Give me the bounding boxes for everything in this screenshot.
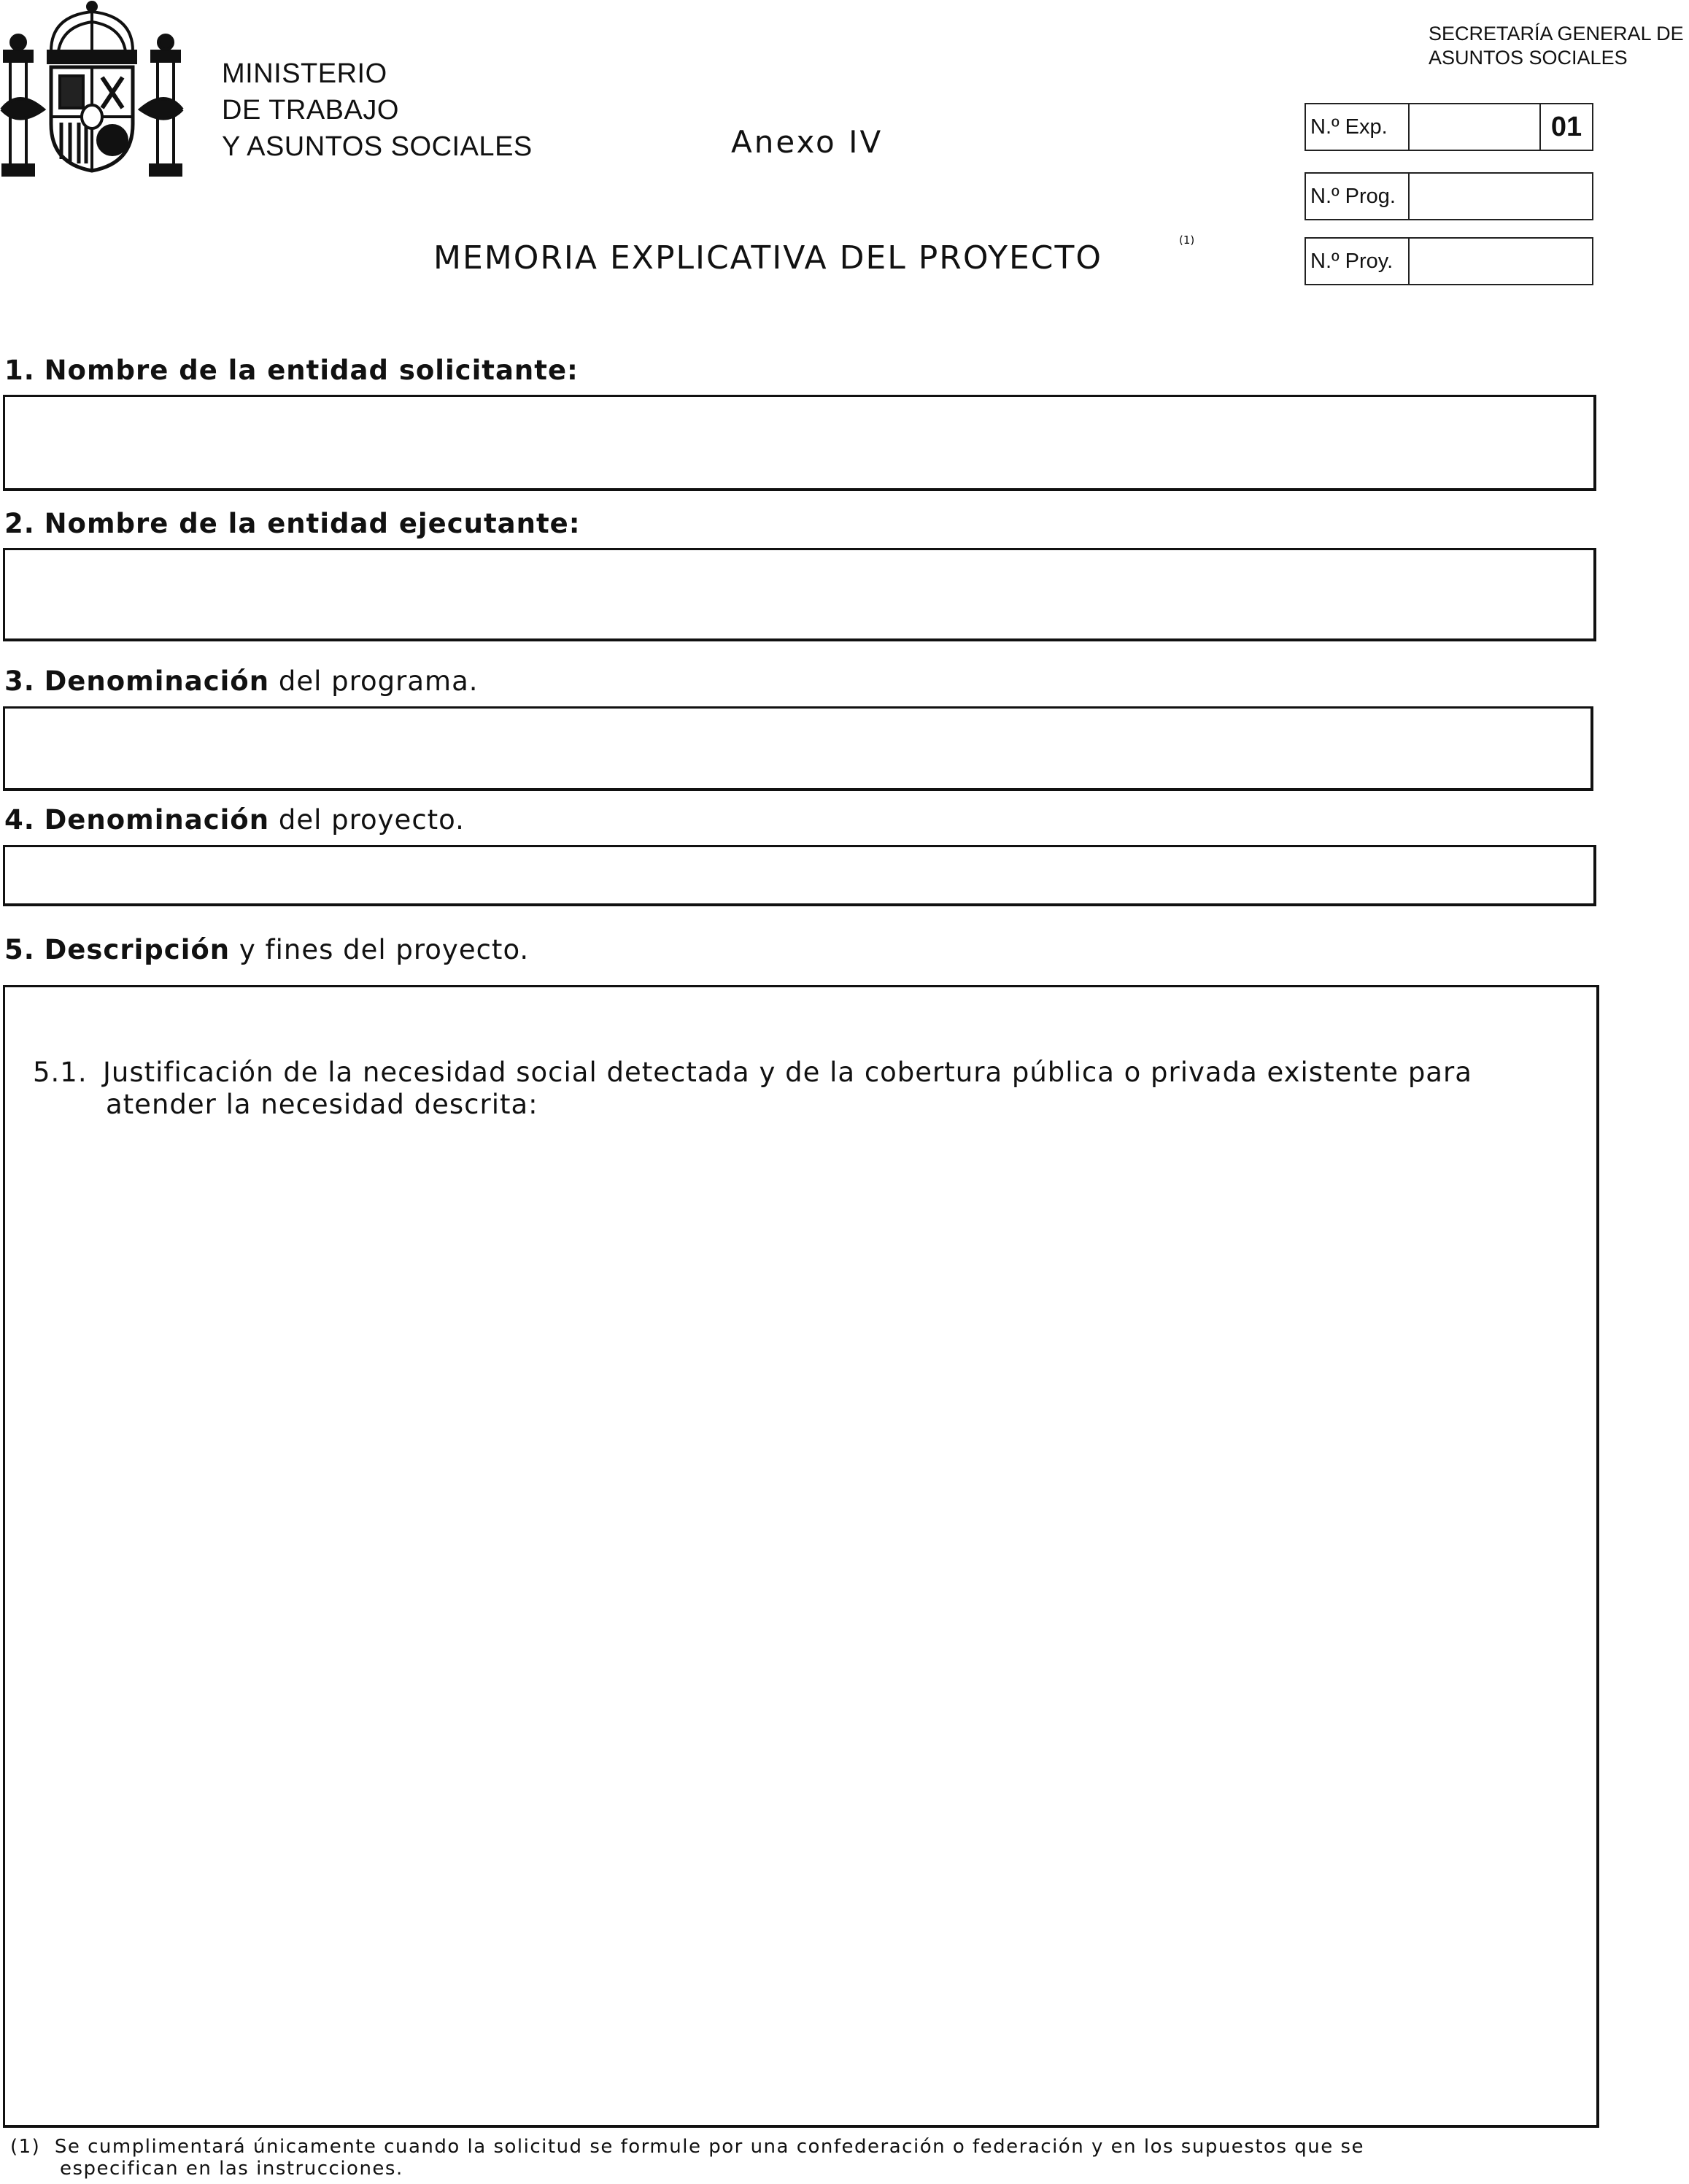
footnote-number: (1) xyxy=(10,2136,41,2158)
proyecto-field[interactable] xyxy=(3,845,1596,906)
section-3-number: 3. xyxy=(4,665,35,697)
coat-of-arms-icon xyxy=(0,0,184,179)
ref-label-proy: N.º Proy. xyxy=(1306,239,1410,284)
ministry-line: Y ASUNTOS SOCIALES xyxy=(222,131,533,162)
ref-field-proy[interactable] xyxy=(1410,239,1592,284)
ministry-name xyxy=(222,55,533,165)
title-footnote-ref: (1) xyxy=(1179,234,1195,247)
secretaria-line: ASUNTOS SOCIALES xyxy=(1429,47,1628,69)
section-4-number: 4. xyxy=(4,804,35,836)
subsection-5-1-number: 5.1. xyxy=(33,1057,88,1088)
section-2-label xyxy=(4,508,581,539)
page-title: MEMORIA EXPLICATIVA DEL PROYECTO xyxy=(433,239,1103,277)
annex-label: Anexo IV xyxy=(731,124,884,160)
ref-label-prog: N.º Prog. xyxy=(1306,174,1410,219)
section-5-label xyxy=(4,934,529,965)
section-1-title: Nombre de la entidad solicitante: xyxy=(44,355,579,386)
section-2-number: 2. xyxy=(4,508,35,539)
section-5-title: Descripción y fines del proyecto. xyxy=(44,934,530,965)
ref-field-prog[interactable] xyxy=(1410,174,1592,219)
section-1-number: 1. xyxy=(4,355,35,386)
ref-code-exp: 01 xyxy=(1539,104,1592,150)
ref-label-exp: N.º Exp. xyxy=(1306,104,1410,150)
subsection-5-1 xyxy=(33,1057,1550,1121)
ref-field-exp[interactable] xyxy=(1410,104,1592,150)
section-1-label xyxy=(4,355,579,386)
ref-row-proy xyxy=(1305,237,1593,285)
secretaria-name xyxy=(1429,22,1684,70)
descripcion-fines-field[interactable] xyxy=(3,985,1599,2128)
section-4-label xyxy=(4,804,465,836)
subsection-5-1-line2: atender la necesidad descrita: xyxy=(106,1089,538,1120)
footnote-line1: Se cumplimentará únicamente cuando la solicitud se formule por una confederación o federación y en los supuestos que se xyxy=(54,2136,1365,2158)
section-3-title: Denominación del programa. xyxy=(44,665,479,697)
ref-row-exp xyxy=(1305,103,1593,151)
section-3-label xyxy=(4,665,479,697)
section-5-number: 5. xyxy=(4,934,35,965)
ref-row-prog xyxy=(1305,172,1593,220)
footnote xyxy=(10,2136,1615,2180)
subsection-5-1-line1: Justificación de la necesidad social detectada y de la cobertura pública o privada existente para xyxy=(103,1057,1472,1088)
programa-field[interactable] xyxy=(3,706,1593,791)
entidad-solicitante-field[interactable] xyxy=(3,395,1596,491)
secretaria-line: SECRETARÍA GENERAL DE xyxy=(1429,23,1684,45)
footnote-line2: especifican en las instrucciones. xyxy=(60,2158,403,2180)
ministry-line: MINISTERIO xyxy=(222,58,387,89)
entidad-ejecutante-field[interactable] xyxy=(3,548,1596,641)
section-2-title: Nombre de la entidad ejecutante: xyxy=(44,508,581,539)
section-4-title: Denominación del proyecto. xyxy=(44,804,465,836)
ministry-line: DE TRABAJO xyxy=(222,95,399,126)
